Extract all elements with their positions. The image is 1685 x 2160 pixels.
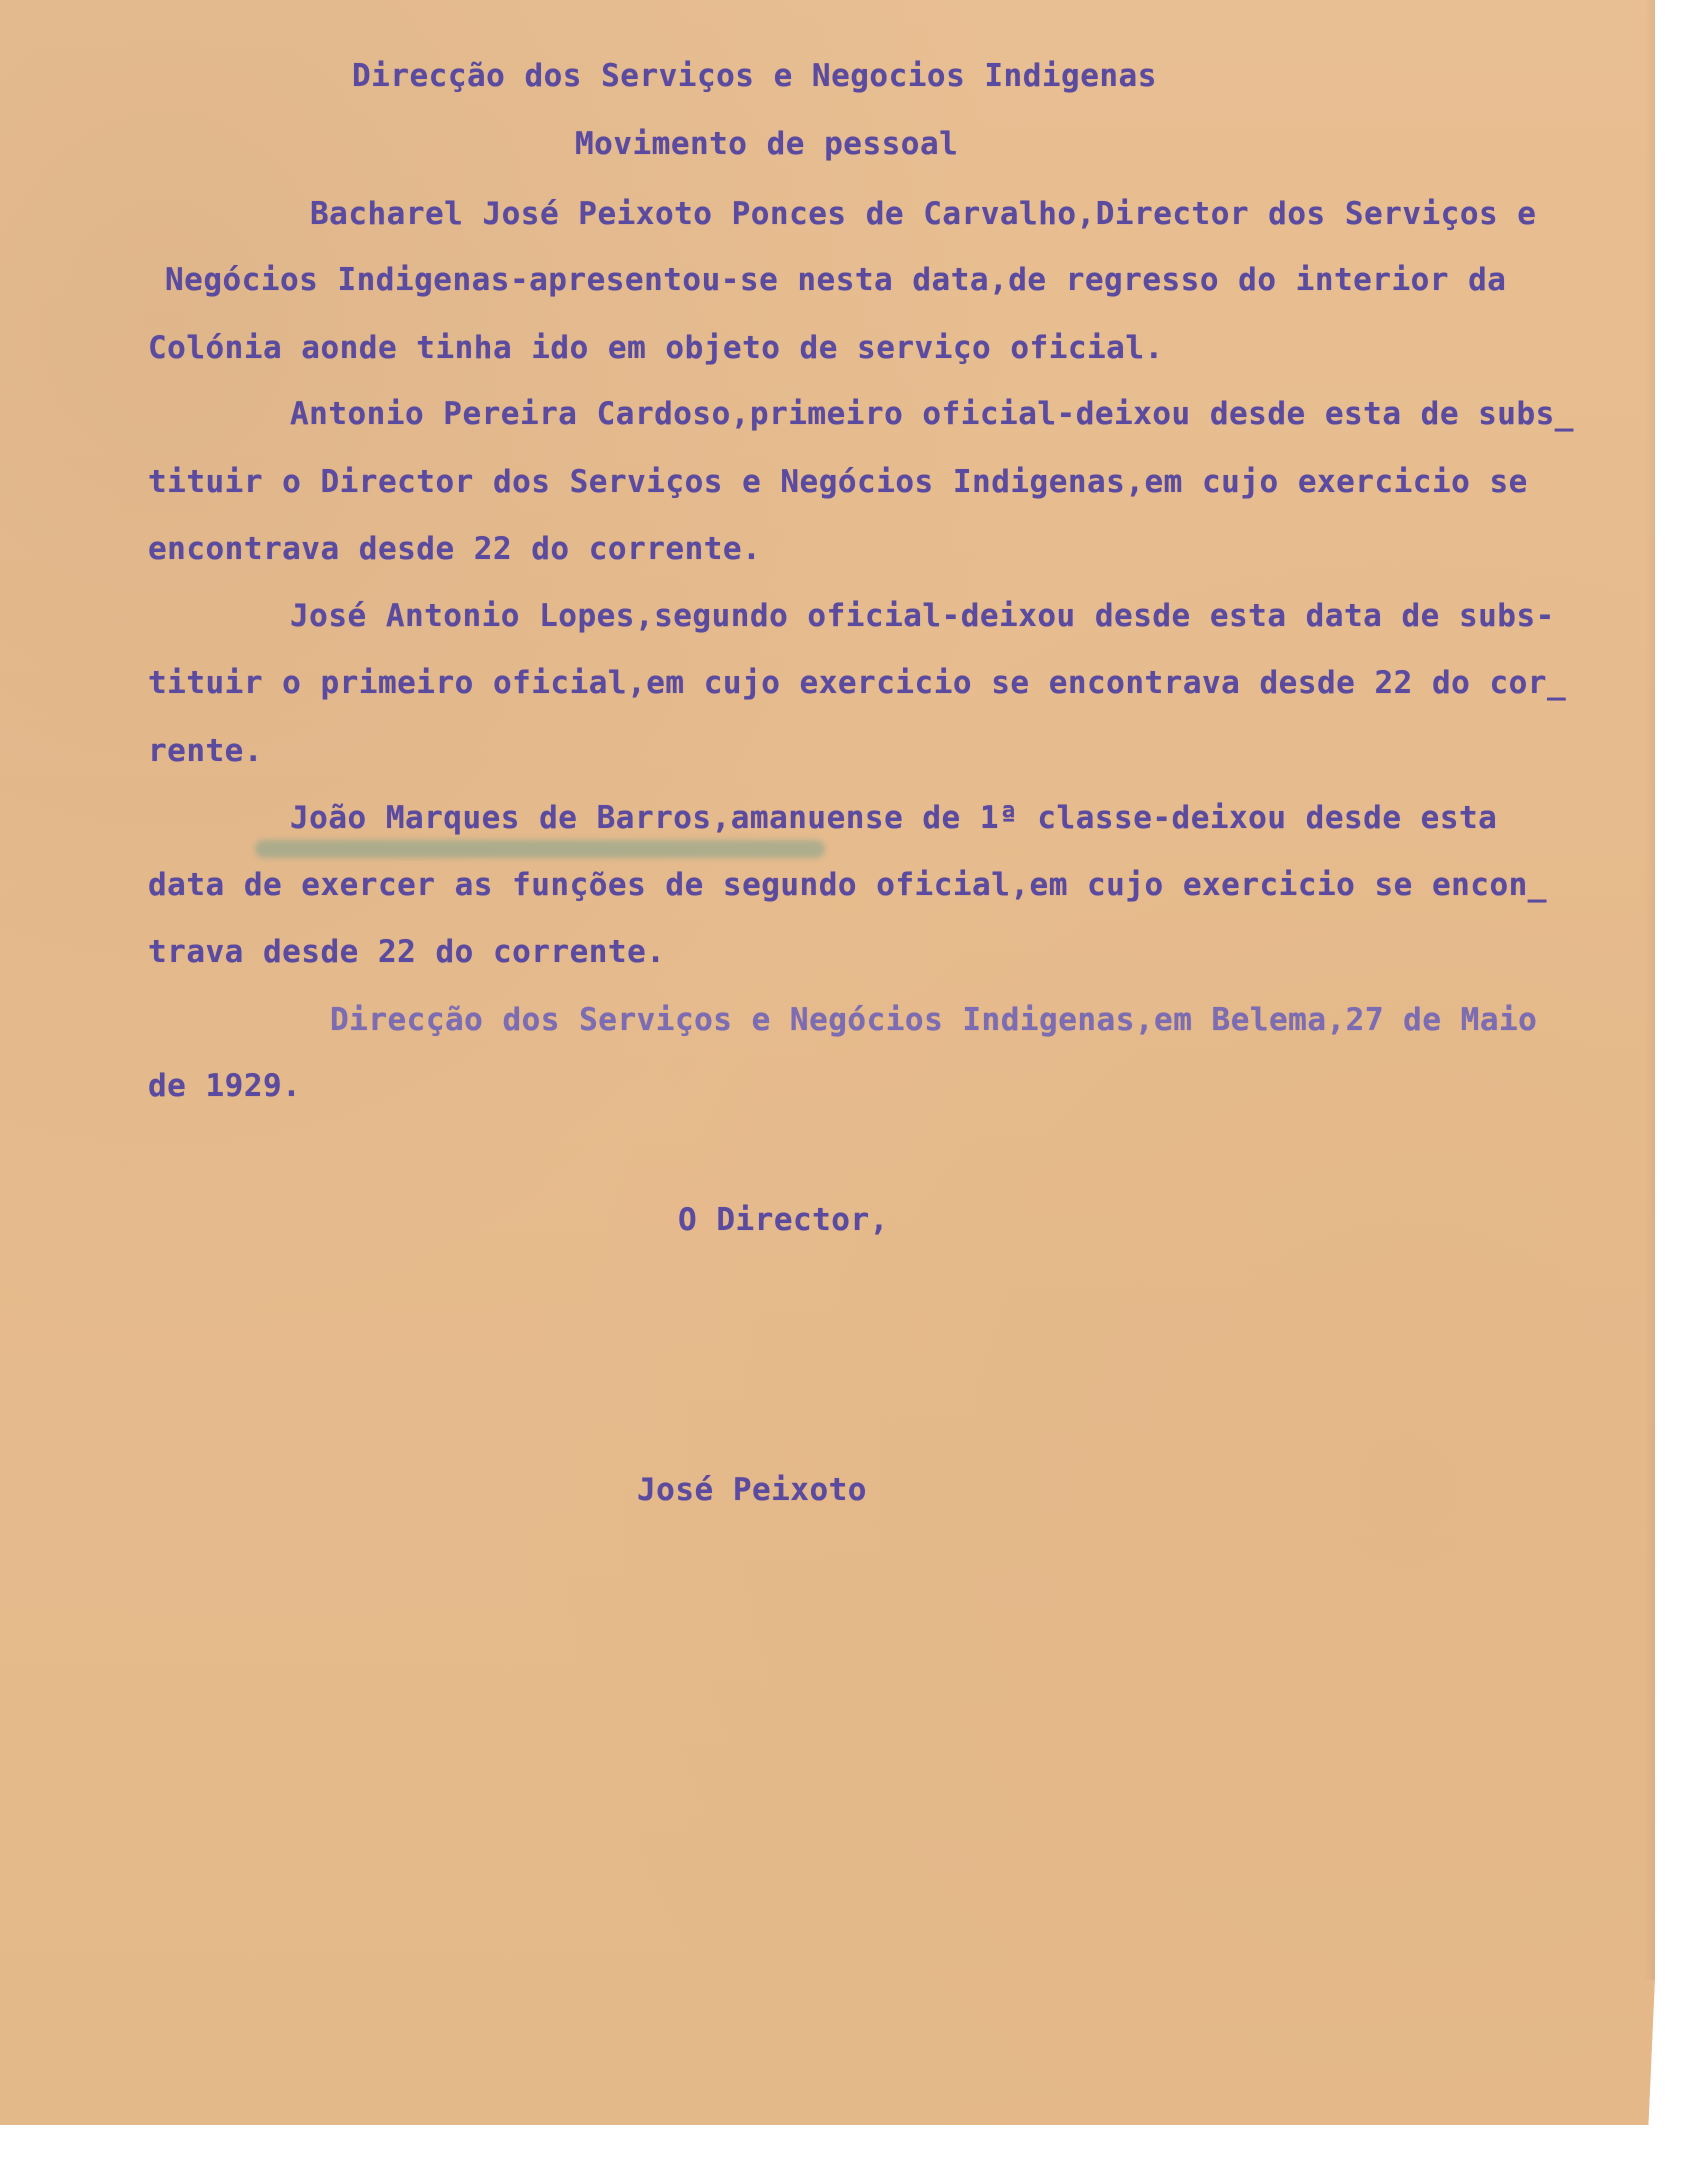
text-line: encontrava desde 22 do corrente. [148, 531, 762, 567]
text-line: de 1929. [148, 1068, 302, 1104]
text-line: Bacharel José Peixoto Ponces de Carvalho,Director dos Serviços e [310, 196, 1537, 232]
text-line: tituir o Director dos Serviços e Negócios Indigenas,em cujo exercicio se [148, 464, 1528, 500]
text-line: rente. [148, 733, 263, 769]
text-line: trava desde 22 do corrente. [148, 934, 666, 970]
text-line: tituir o primeiro oficial,em cujo exercicio se encontrava desde 22 do cor_ [148, 665, 1567, 701]
document-subheading: Movimento de pessoal [575, 126, 959, 162]
ink-smudge [255, 840, 825, 858]
text-line: Direcção dos Serviços e Negócios Indigenas,em Belema,27 de Maio [330, 1002, 1538, 1038]
document-heading: Direcção dos Serviços e Negocios Indigenas [352, 58, 1157, 94]
text-line: Colónia aonde tinha ido em objeto de serviço oficial. [148, 330, 1164, 366]
text-line: Negócios Indigenas-apresentou-se nesta data,de regresso do interior da [165, 262, 1507, 298]
text-line: João Marques de Barros,amanuense de 1ª classe-deixou desde esta [290, 800, 1498, 836]
text-line: data de exercer as funções de segundo oficial,em cujo exercicio se encon_ [148, 867, 1547, 903]
text-line: José Antonio Lopes,segundo oficial-deixou desde esta data de subs- [290, 598, 1555, 634]
signature-name: José Peixoto [637, 1472, 867, 1508]
closing-line: O Director, [678, 1202, 889, 1238]
page-edge-shadow [1645, 0, 1655, 1980]
text-line: Antonio Pereira Cardoso,primeiro oficial-deixou desde esta de subs_ [290, 396, 1574, 432]
